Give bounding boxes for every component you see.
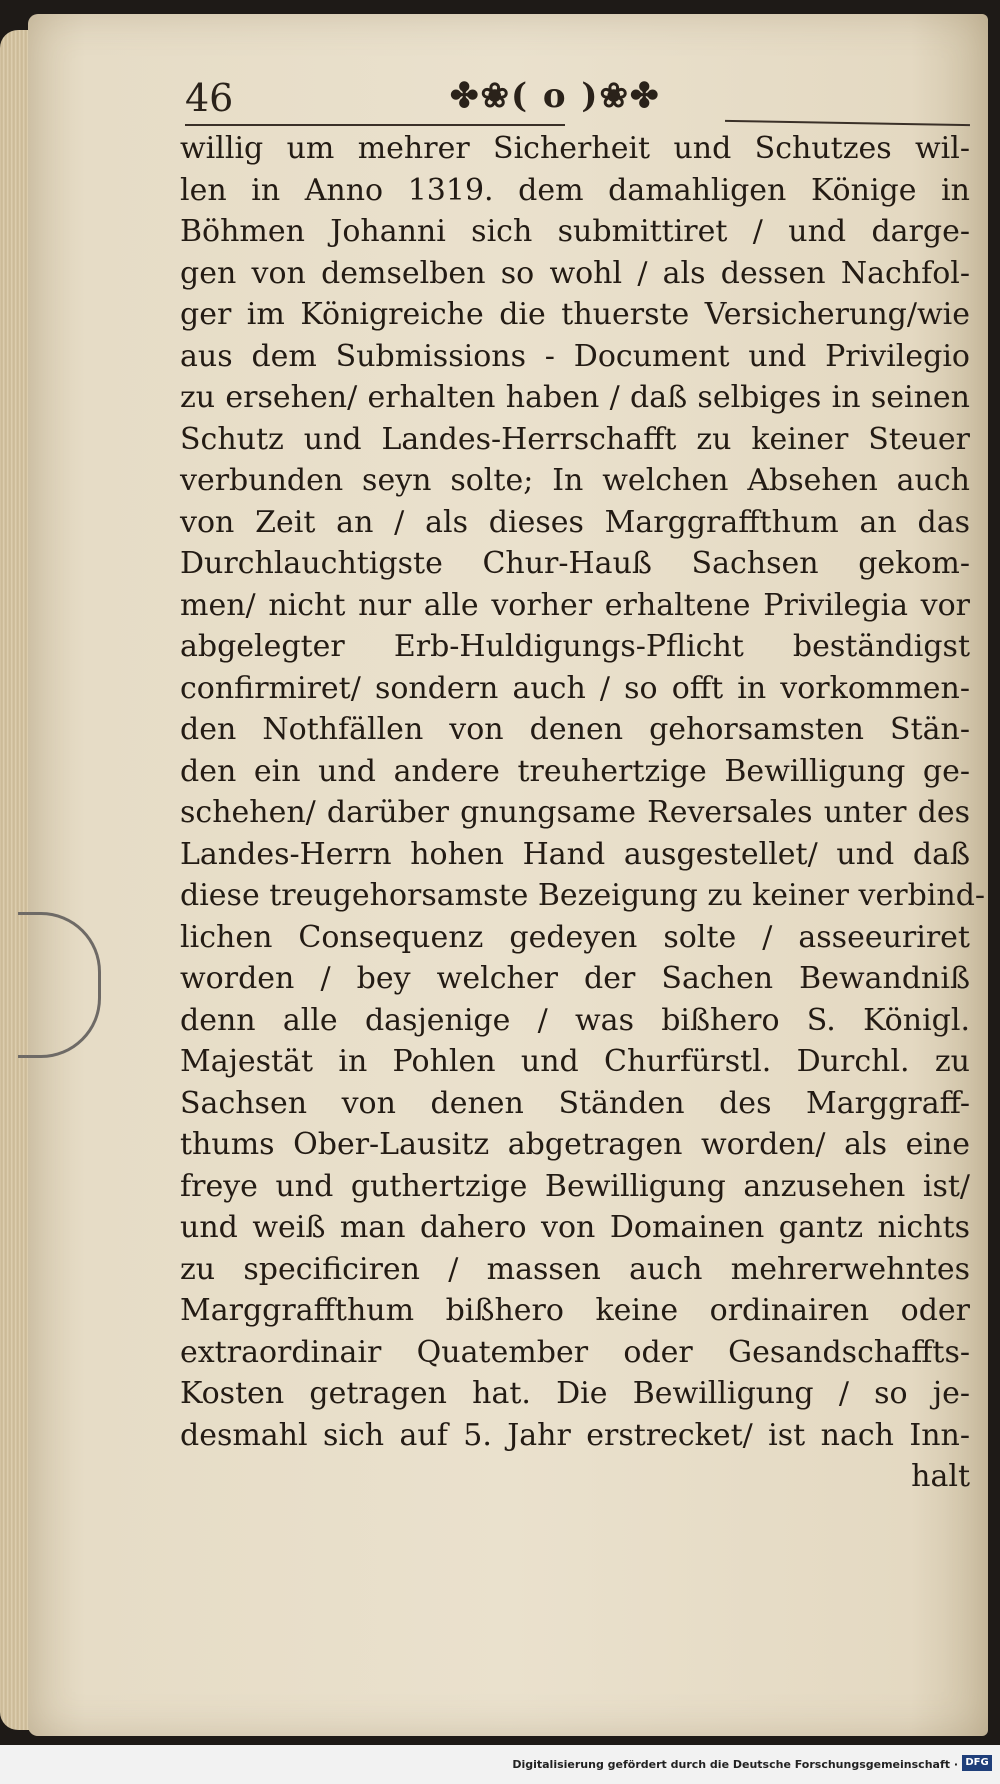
text-line: willig um mehrer Sicherheit und Schutzes wil-: [180, 131, 970, 166]
text-line: Sachsen von denen Ständen des Marggraff-: [180, 1085, 970, 1121]
text-line: freye und guthertzige Bewilligung anzusehen ist/: [180, 1168, 970, 1204]
footer-bar: [0, 1745, 1000, 1784]
text-line: Marggraffthum bißhero keine ordinairen oder: [180, 1293, 970, 1328]
dfg-logo: DFG: [962, 1755, 992, 1771]
text-line: Landes-Herrn hohen Hand ausgestellet/ und daß: [180, 836, 970, 872]
text-line: Kosten getragen hat. Die Bewilligung / so je-: [180, 1376, 970, 1411]
text-line: halt: [911, 1459, 970, 1494]
text-line: zu specificiren / massen auch mehrerwehntes: [180, 1251, 970, 1287]
text-line: lichen Consequenz gedeyen solte / asseeuriret: [180, 919, 970, 955]
text-line: Durchlauchtigste Chur-Hauß Sachsen gekom-: [180, 546, 970, 581]
text-line: und weiß man dahero von Domainen gantz nichts: [180, 1210, 970, 1245]
text-line: diese treugehorsamste Bezeigung zu keiner verbind-: [180, 878, 986, 913]
text-line: schehen/ darüber gnungsame Reversales unter des: [180, 795, 970, 830]
page-number: 46: [185, 76, 234, 120]
header-rule-right: [725, 120, 970, 126]
text-line: thums Ober-Lausitz abgetragen worden/ als eine: [180, 1127, 970, 1162]
text-line: men/ nicht nur alle vorher erhaltene Privilegia vor: [180, 587, 970, 623]
text-line: aus dem Submissions - Document und Privilegio: [180, 338, 970, 374]
text-line: desmahl sich auf 5. Jahr erstrecket/ ist nach Inn-: [180, 1417, 970, 1453]
text-line: gen von demselben so wohl / als dessen Nachfol-: [180, 255, 970, 291]
text-line: ger im Königreiche die thuerste Versicherung/wie: [180, 297, 970, 332]
text-line: den ein und andere treuhertzige Bewilligung ge-: [180, 753, 970, 789]
text-line: Böhmen Johanni sich submittiret / und darge-: [180, 214, 970, 249]
digitization-credit: Digitalisierung gefördert durch die Deutsche Forschungsgemeinschaft ·: [512, 1758, 958, 1771]
header-rule-left: [185, 124, 565, 126]
text-line: len in Anno 1319. dem damahligen Könige in: [180, 172, 970, 208]
text-line: Schutz und Landes-Herrschafft zu keiner Steuer: [180, 421, 970, 457]
header-ornament: ✤❀( o )❀✤: [450, 76, 661, 116]
text-line: worden / bey welcher der Sachen Bewandniß: [180, 961, 970, 996]
text-line: von Zeit an / als dieses Marggraffthum an das: [180, 504, 970, 540]
text-line: denn alle dasjenige / was bißhero S. Königl.: [180, 1002, 970, 1038]
body-text: [180, 128, 986, 1498]
page-clip: [18, 912, 101, 1058]
text-line: verbunden seyn solte; In welchen Absehen auch: [180, 463, 970, 498]
text-line: den Nothfällen von denen gehorsamsten Stän-: [180, 712, 970, 747]
page-header: [150, 76, 970, 126]
text-line: Majestät in Pohlen und Churfürstl. Durchl. zu: [180, 1044, 970, 1079]
text-line: extraordinair Quatember oder Gesandschaffts-: [180, 1334, 970, 1370]
text-line: zu ersehen/ erhalten haben / daß selbiges in seinen: [180, 380, 970, 415]
text-line: confirmiret/ sondern auch / so offt in vorkommen-: [180, 670, 970, 706]
text-line: abgelegter Erb-Huldigungs-Pflicht beständigst: [180, 629, 970, 664]
